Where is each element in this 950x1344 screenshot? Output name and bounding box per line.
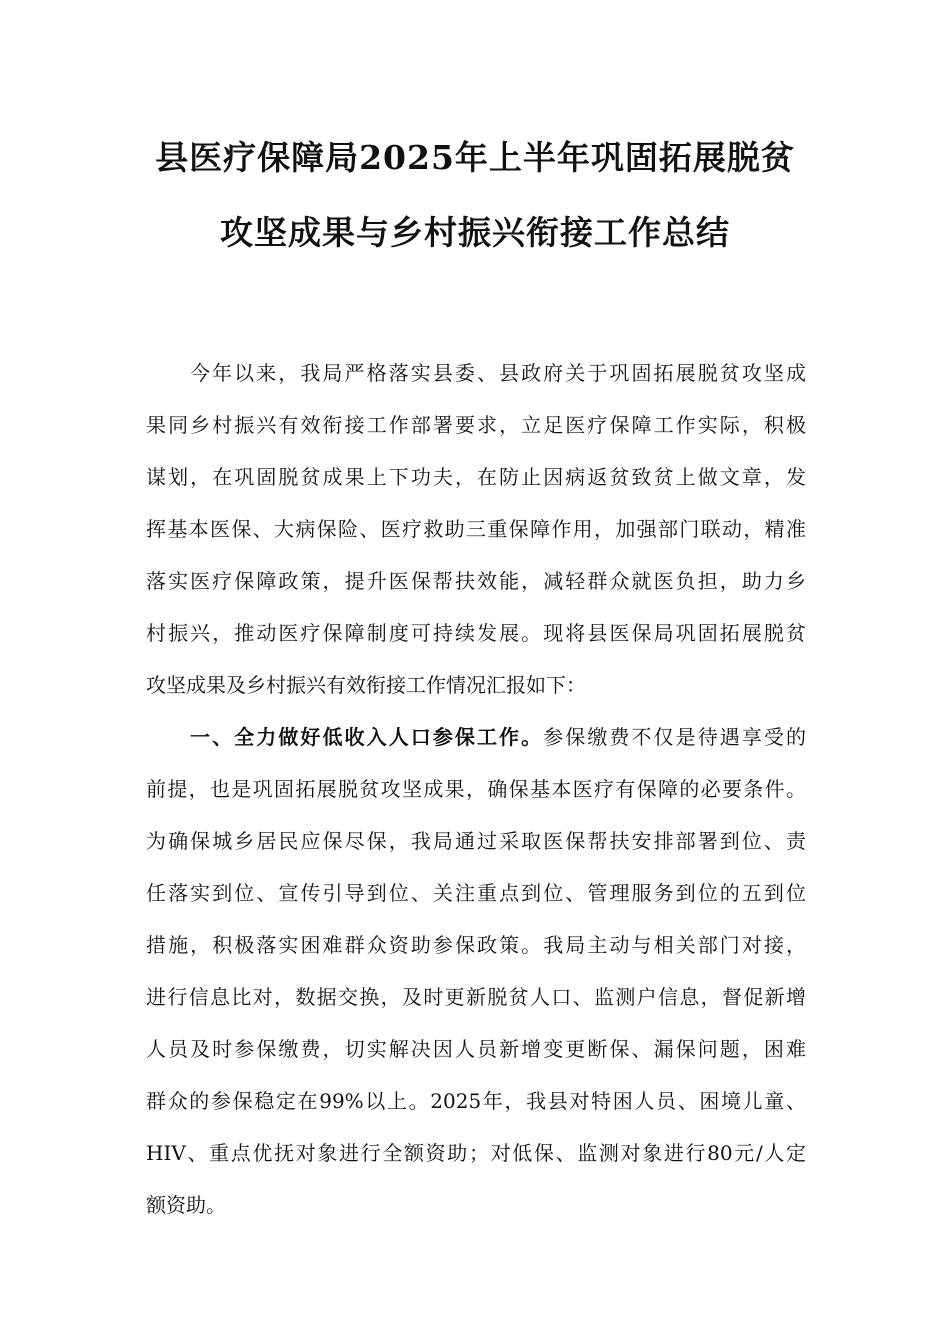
text-line: 措施，积极落实困难群众资助参保政策。我局主动与相关部门对接， xyxy=(146,933,806,957)
text-line: 谋划，在巩固脱贫成果上下功夫，在防止因病返贫致贫上做文章，发 xyxy=(146,465,806,489)
intro-paragraph xyxy=(146,358,806,722)
section-1-paragraph xyxy=(146,722,806,1242)
document-title-line-2: 攻坚成果与乡村振兴衔接工作总结 xyxy=(220,213,730,252)
text-line xyxy=(146,722,806,774)
text-line: 群众的参保稳定在99%以上。2025年，我县对特困人员、困境儿童、 xyxy=(146,1089,806,1113)
text-line: 前提，也是巩固拓展脱贫攻坚成果，确保基本医疗有保障的必要条件。 xyxy=(146,777,806,801)
text-line: 进行信息比对，数据交换，及时更新脱贫人口、监测户信息，督促新增 xyxy=(146,985,806,1009)
document-title-line-1: 县医疗保障局2025年上半年巩固拓展脱贫 xyxy=(155,138,795,177)
text-line: 村振兴，推动医疗保障制度可持续发展。现将县医保局巩固拓展脱贫 xyxy=(146,621,806,645)
section-1-heading: 一、全力做好低收入人口参保工作。 xyxy=(190,725,544,749)
text-line: 任落实到位、宣传引导到位、关注重点到位、管理服务到位的五到位 xyxy=(146,881,806,905)
section-1-text: 参保缴费不仅是待遇享受的 xyxy=(543,725,807,749)
text-line: 人员及时参保缴费，切实解决因人员新增变更断保、漏保问题，困难 xyxy=(146,1037,806,1061)
text-line: 果同乡村振兴有效衔接工作部署要求，立足医疗保障工作实际，积极 xyxy=(146,413,806,437)
text-line: 落实医疗保障政策，提升医保帮扶效能，减轻群众就医负担，助力乡 xyxy=(146,569,806,593)
text-line: 额资助。 xyxy=(146,1193,226,1217)
text-line: 为确保城乡居民应保尽保，我局通过采取医保帮扶安排部署到位、责 xyxy=(146,829,806,853)
document-body xyxy=(146,358,806,1242)
text-line: 挥基本医保、大病保险、医疗救助三重保障作用，加强部门联动，精准 xyxy=(146,517,806,541)
text-line: 攻坚成果及乡村振兴有效衔接工作情况汇报如下： xyxy=(146,673,586,697)
text-line: 今年以来，我局严格落实县委、县政府关于巩固拓展脱贫攻坚成 xyxy=(190,361,806,385)
text-line: HIV、重点优抚对象进行全额资助；对低保、监测对象进行80元/人定 xyxy=(146,1141,806,1165)
